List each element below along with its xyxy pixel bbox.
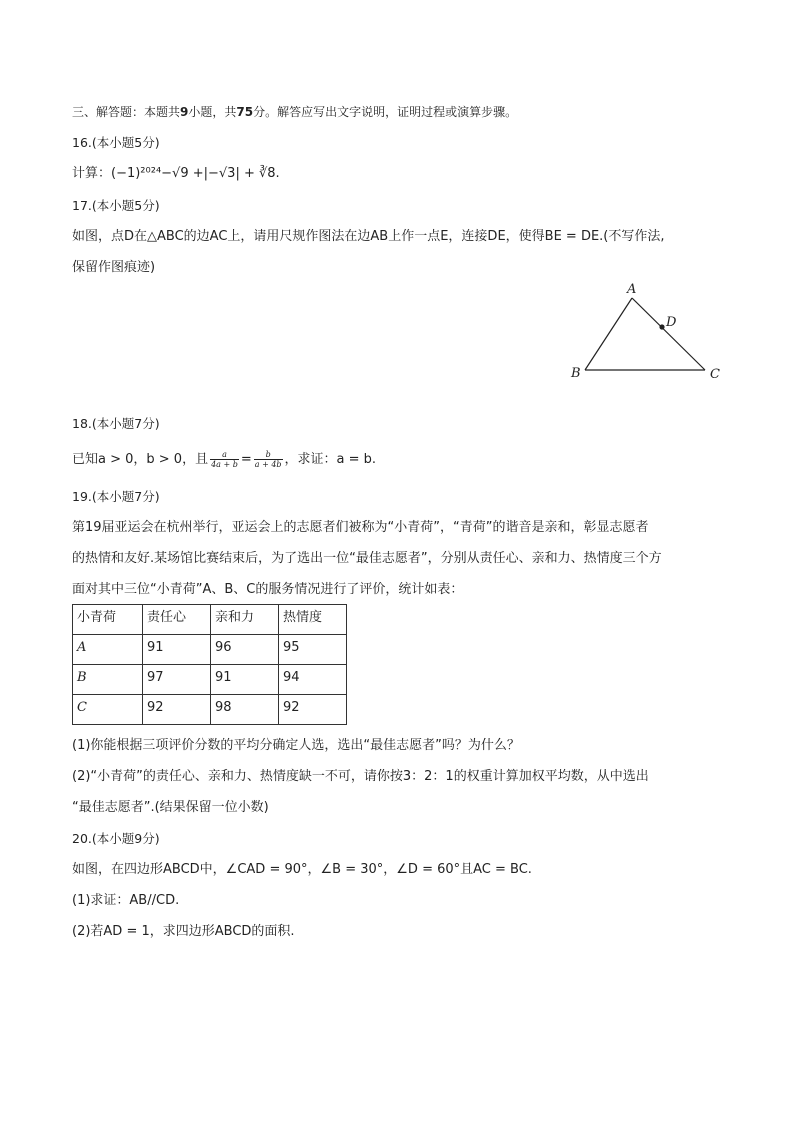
table-cell: 98 xyxy=(211,695,279,725)
table-cell: 92 xyxy=(279,695,347,725)
q20-part1: (1)求证：AB//CD. xyxy=(72,893,180,908)
table-header: 责任心 xyxy=(143,605,211,635)
table-cell: 92 xyxy=(143,695,211,725)
table-cell: 94 xyxy=(279,665,347,695)
side-ab xyxy=(585,298,632,370)
q17-line1: 如图，点D在△ABC的边AC上，请用尺规作图法在边AB上作一点E，连接DE，使得BE = DE.(不写作法, xyxy=(72,229,665,244)
table-cell: 96 xyxy=(211,635,279,665)
score-table xyxy=(72,604,347,725)
table-cell: 97 xyxy=(143,665,211,695)
total-points: 75 xyxy=(236,105,254,119)
q19-part2-line1: (2)“小青荷”的责任心、亲和力、热情度缺一不可，请你按3：2：1的权重计算加权平均数，从中选出 xyxy=(72,769,649,784)
table-row xyxy=(73,635,347,665)
table-header: 热情度 xyxy=(279,605,347,635)
q19-line3: 面对其中三位“小青荷”A、B、C的服务情况进行了评价，统计如表： xyxy=(72,582,464,597)
table-header-row xyxy=(73,605,347,635)
q20-heading: 20.(本小题9分) xyxy=(72,831,160,846)
q18-heading: 18.(本小题7分) xyxy=(72,416,160,431)
q20-text: 如图，在四边形ABCD中，∠CAD = 90°，∠B = 30°，∠D = 60°且AC = BC. xyxy=(72,862,532,877)
table-row xyxy=(73,695,347,725)
fraction-a: $\frac{a}{4a + b}$ xyxy=(211,450,238,469)
table-cell: 91 xyxy=(211,665,279,695)
q16-text: 计算：(−1)²⁰²⁴−√9 +|−√3| + ∛8. xyxy=(72,166,280,181)
q17-heading: 17.(本小题5分) xyxy=(72,198,160,213)
q18-text: 已知a > 0，b > 0，且 $\frac{a}{4a + b}$ = $\frac{b}{a + 4b}$ ，求证：a = b. xyxy=(72,450,377,469)
q19-part1: (1)你能根据三项评价分数的平均分确定人选，选出“最佳志愿者”吗？为什么？ xyxy=(72,738,520,753)
table-cell: B xyxy=(73,665,143,695)
q17-line2: 保留作图痕迹) xyxy=(72,260,156,275)
label-b: B xyxy=(571,366,581,381)
table-header: 小青荷 xyxy=(73,605,143,635)
q19-heading: 19.(本小题7分) xyxy=(72,489,160,504)
side-ac xyxy=(632,298,705,370)
label-d: D xyxy=(666,315,677,330)
table-header: 亲和力 xyxy=(211,605,279,635)
q19-line2: 的热情和友好.某场馆比赛结束后，为了选出一位“最佳志愿者”，分别从责任心、亲和力、热情度三个方 xyxy=(72,551,662,566)
triangle-diagram xyxy=(565,280,735,390)
q16-heading: 16.(本小题5分) xyxy=(72,135,160,150)
triangle-figure xyxy=(565,280,735,394)
table-cell: A xyxy=(73,635,143,665)
point-d xyxy=(659,324,664,329)
table-cell: 91 xyxy=(143,635,211,665)
fraction-b: $\frac{b}{a + 4b}$ xyxy=(254,450,282,469)
q19-line1: 第19届亚运会在杭州举行，亚运会上的志愿者们被称为“小青荷”，“青荷”的谐音是亲和，彰显志愿者 xyxy=(72,520,649,535)
table-cell: 95 xyxy=(279,635,347,665)
section-title: 三、解答题：本题共9小题，共75分。解答应写出文字说明，证明过程或演算步骤。 xyxy=(72,105,518,119)
table-cell: C xyxy=(73,695,143,725)
question-count: 9 xyxy=(180,105,189,119)
q19-part2-line2: “最佳志愿者”.(结果保留一位小数) xyxy=(72,800,269,815)
q20-part2: (2)若AD = 1，求四边形ABCD的面积. xyxy=(72,924,295,939)
label-a: A xyxy=(627,282,637,297)
table-row xyxy=(73,665,347,695)
label-c: C xyxy=(710,367,720,382)
